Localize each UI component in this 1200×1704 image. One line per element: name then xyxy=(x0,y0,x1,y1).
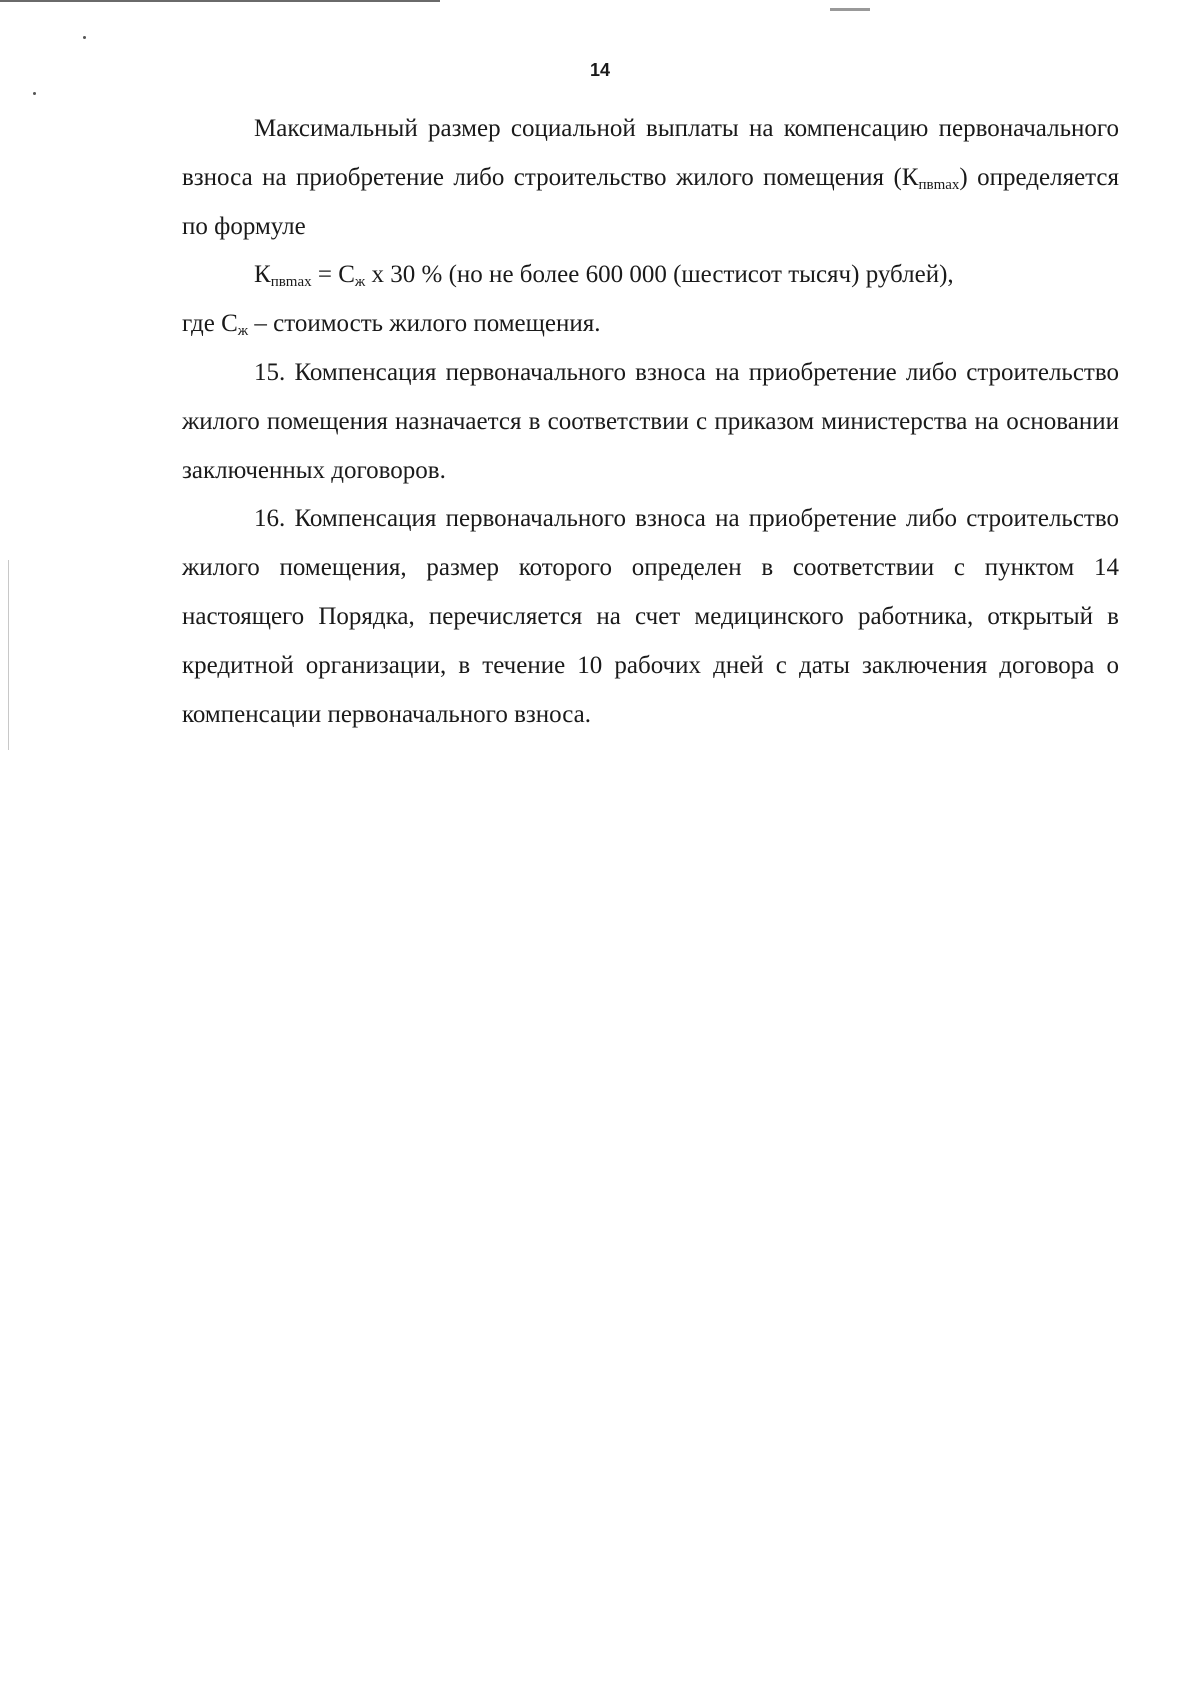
intro-paragraph xyxy=(182,105,1119,251)
scan-speck xyxy=(33,92,36,95)
scan-artifact-top-line xyxy=(0,0,440,2)
intro-text-end: ) определяется по формуле xyxy=(182,163,1119,240)
formula-line xyxy=(182,251,1119,300)
intro-text: Максимальный размер социальной выплаты на компенсацию первоначального взноса на приобретение либо строительство жилого помещения (К xyxy=(182,115,1119,191)
document-body xyxy=(182,105,1119,739)
formula-c-subscript: ж xyxy=(354,274,366,291)
scan-speck xyxy=(83,36,86,39)
formula-k: К xyxy=(254,261,271,289)
paragraph-15: 15. Компенсация первоначального взноса на приобретение либо строительство жилого помещения назначается в соответствии с приказом министерства на основании заключенных договоров. xyxy=(182,358,1119,484)
page-number: 14 xyxy=(589,60,611,80)
scan-artifact-top-mark xyxy=(830,8,870,11)
formula-k-subscript: пвmax xyxy=(270,274,312,291)
where-prefix: где С xyxy=(182,310,238,338)
paragraph-16: 16. Компенсация первоначального взноса на приобретение либо строительство жилого помещения, размер которого определен в соответствии с пунктом 14 настоящего Порядка, перечисляется на счет медицинского работника, открытый в кредитной организации, в течение 10 рабочих дней с даты заключения договора о компенсации первоначального взноса. xyxy=(182,505,1119,728)
formula-eq: = С xyxy=(311,261,355,289)
formula-rest: х 30 % (но не более 600 000 (шестисот тысяч) рублей), xyxy=(365,261,954,289)
intro-subscript: пвmax xyxy=(918,176,960,193)
where-rest: – стоимость жилого помещения. xyxy=(248,310,601,338)
where-subscript: ж xyxy=(237,323,249,340)
scan-artifact-left-edge xyxy=(8,560,9,750)
where-line xyxy=(182,300,1119,349)
